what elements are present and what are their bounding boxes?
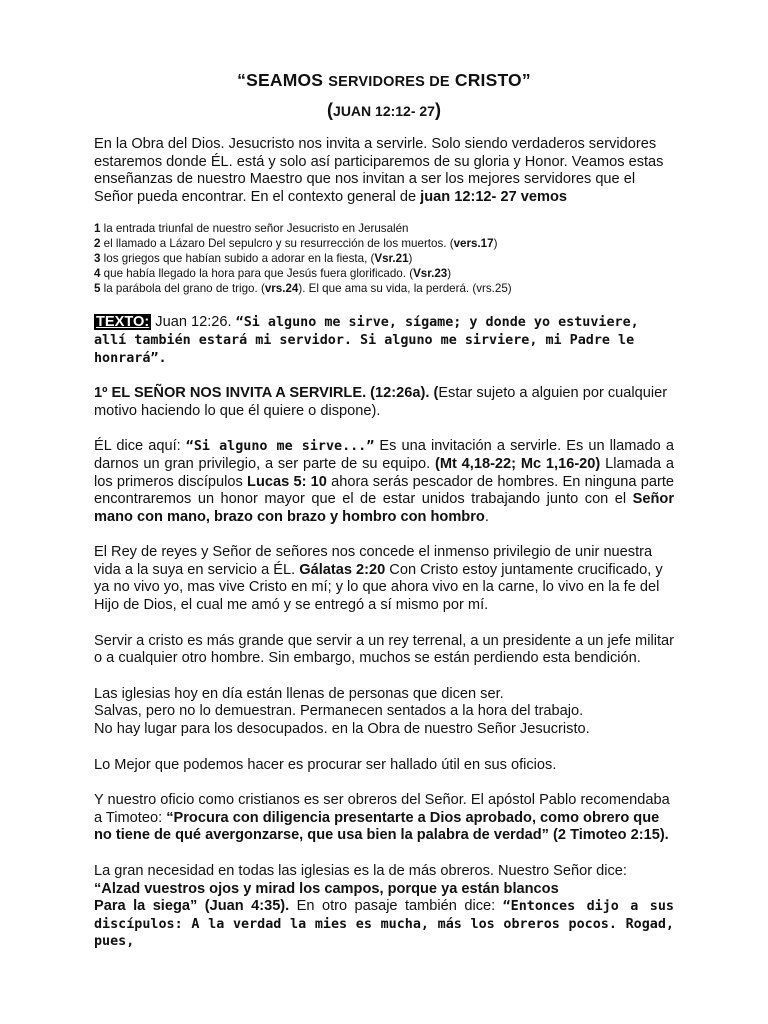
intro-text: En la Obra del Dios. Jesucristo nos invita a servirle. Solo siendo verdaderos servidores estaremos donde ÉL. está y solo así participaremos de su gloria y Honor. Veamos estas enseñanzas de nuestro Maestro que nos invitan a ser los mejores servidores que el Señor pueda encontrar. En el contexto general de [94, 136, 664, 205]
list-item-end: ) [408, 251, 413, 265]
privilege-paragraph [94, 544, 674, 614]
list-item-text: la entrada triunfal de nuestro señor Jesucristo en Jerusalén [100, 222, 409, 236]
invitation-emphasis: Señor mano con mano, brazo con brazo y hombro con hombro [94, 491, 674, 525]
invitation-end: . [484, 508, 489, 525]
verse-quote: “Si alguno me sirve, sígame; y donde yo estuviere, allí también estará mi servidor. Si alguno me sirviere, mi Padre le honrará”. [94, 315, 639, 366]
list-item-ref: Vsr.23 [413, 266, 448, 280]
harvest-paragraph [94, 863, 674, 951]
invitation-text-d: ahora serás pescador de hombres. En ninguna parte encontraremos un honor mayor que el de estar unidos trabajando junto con el [94, 473, 675, 508]
serve-christ-paragraph: Servir a cristo es más grande que servir a un rey terrenal, a un presidente a un jefe militar o a cualquier otro hombre. Sin embargo, muchos se están perdiendo esta bendición. [94, 632, 674, 667]
list-item-text: los griegos que habían subido a adorar en la fiesta, ( [100, 251, 375, 265]
point-one-paragraph [94, 385, 674, 420]
verse-label: TEXTO: [96, 314, 150, 331]
list-item-end: ). El que ama su vida, la perderá. (vrs.25) [298, 281, 512, 295]
churches-line-3: No hay lugar para los desocupados. en la Obra de nuestro Señor Jesucristo. [94, 721, 590, 738]
list-item-number: 1 [94, 222, 101, 236]
list-item-ref: vers.17 [453, 237, 494, 251]
harvest-text-b: En otro pasaje también dice: [289, 898, 503, 915]
list-item-text: que había llegado la hora para que Jesús fuera glorificado. ( [100, 266, 414, 280]
list-item [94, 267, 674, 282]
churches-line-2: Salvas, pero no lo demuestran. Permanecen sentados a la hora del trabajo. [94, 703, 584, 720]
privilege-text-a: El Rey de reyes y Señor de señores nos concede el inmenso privilegio de unir nuestra vida a la suya en servicio a ÉL. [94, 544, 653, 578]
context-list [94, 222, 674, 296]
list-item-text: el llamado a Lázaro Del sepulcro y su resurrección de los muertos. ( [100, 237, 454, 251]
point-one-text: Estar sujeto a alguien por cualquier motivo haciendo lo que él quiere o dispone). [94, 385, 668, 419]
subtitle-close-paren: ) [434, 100, 441, 120]
churches-line-1: Las iglesias hoy en día están llenas de personas que dicen ser. [94, 685, 504, 702]
invitation-text-b: Es una invitación a servirle. Es un llamado a darnos un gran privilegio, a ser parte de su equipo. [94, 438, 674, 472]
list-item [94, 282, 674, 297]
intro-reference: juan 12:12- 27 vemos [420, 188, 567, 205]
key-verse [94, 314, 674, 367]
workers-text: Y nuestro oficio como cristianos es ser obreros del Señor. El apóstol Pablo recomendaba a Timoteo: [94, 792, 670, 826]
point-one-heading: 1º EL SEÑOR NOS INVITA A SERVIRLE. (12:26a). ( [94, 385, 439, 402]
harvest-quote-1: “Alzad vuestros ojos y mirad los campos, porque ya están blancos [94, 880, 559, 897]
harvest-quote-2: Para la siega” (Juan 4:35). [94, 898, 290, 915]
list-item-ref: vrs.24 [264, 281, 299, 295]
workers-paragraph [94, 792, 674, 845]
list-item [94, 252, 674, 267]
title-close-quote: ” [521, 70, 531, 90]
list-item-number: 3 [94, 251, 101, 265]
list-item-end: ) [447, 266, 452, 280]
document-subtitle [94, 100, 674, 121]
list-item [94, 222, 674, 237]
invitation-ref-2: Lucas 5: 10 [247, 473, 327, 490]
best-paragraph: Lo Mejor que podemos hacer es procurar ser hallado útil en sus oficios. [94, 756, 557, 773]
subtitle-open-paren: ( [327, 100, 334, 120]
verse-reference: Juan 12:26. [151, 314, 236, 331]
list-item-number: 4 [94, 266, 101, 280]
privilege-text-b: Con Cristo estoy juntamente crucificado, y ya no vivo yo, mas vive Cristo en mí; y lo que ahora vivo en la carne, lo vivo en la fe del Hijo de Dios, el cual me amó y se entregó a sí mismo por mí. [94, 561, 663, 614]
privilege-ref: Gálatas 2:20 [299, 561, 386, 578]
list-item-end: ) [493, 237, 498, 251]
list-item-number: 5 [94, 281, 101, 295]
invitation-paragraph [94, 438, 674, 526]
title-word-seamos: SEAMOS [246, 70, 324, 90]
harvest-quote-3: “Entonces dijo a sus discípulos: A la verdad la mies es mucha, más los obreros pocos. Rogad, pues, [94, 899, 674, 950]
subtitle-reference: JUAN 12:12- 27 [333, 103, 435, 119]
workers-quote: “Procura con diligencia presentarte a Dios aprobado, como obrero que no tiene de qué avergonzarse, que usa bien la palabra de verdad” (2 Timoteo 2:15). [94, 809, 669, 844]
title-word-servidores: SERVIDORES DE [328, 74, 450, 90]
title-open-quote: “ [237, 70, 247, 90]
title-word-cristo: CRISTO [454, 70, 522, 90]
invitation-quote: “Si alguno me sirve...” [185, 439, 375, 455]
intro-paragraph [94, 136, 674, 206]
list-item-text: la parábola del grano de trigo. ( [100, 281, 265, 295]
invitation-ref-1: (Mt 4,18-22; Mc 1,16-20) [434, 455, 601, 472]
list-item-ref: Vsr.21 [374, 251, 409, 265]
list-item-number: 2 [94, 237, 101, 251]
invitation-text-a: ÉL dice aquí: [94, 438, 186, 455]
harvest-text-a: La gran necesidad en todas las iglesias es la de más obreros. Nuestro Señor dice: [94, 863, 627, 880]
churches-paragraph [94, 686, 674, 739]
document-title [94, 0, 674, 91]
invitation-text-c: Llamada a los primeros discípulos [94, 455, 674, 490]
list-item [94, 237, 674, 252]
